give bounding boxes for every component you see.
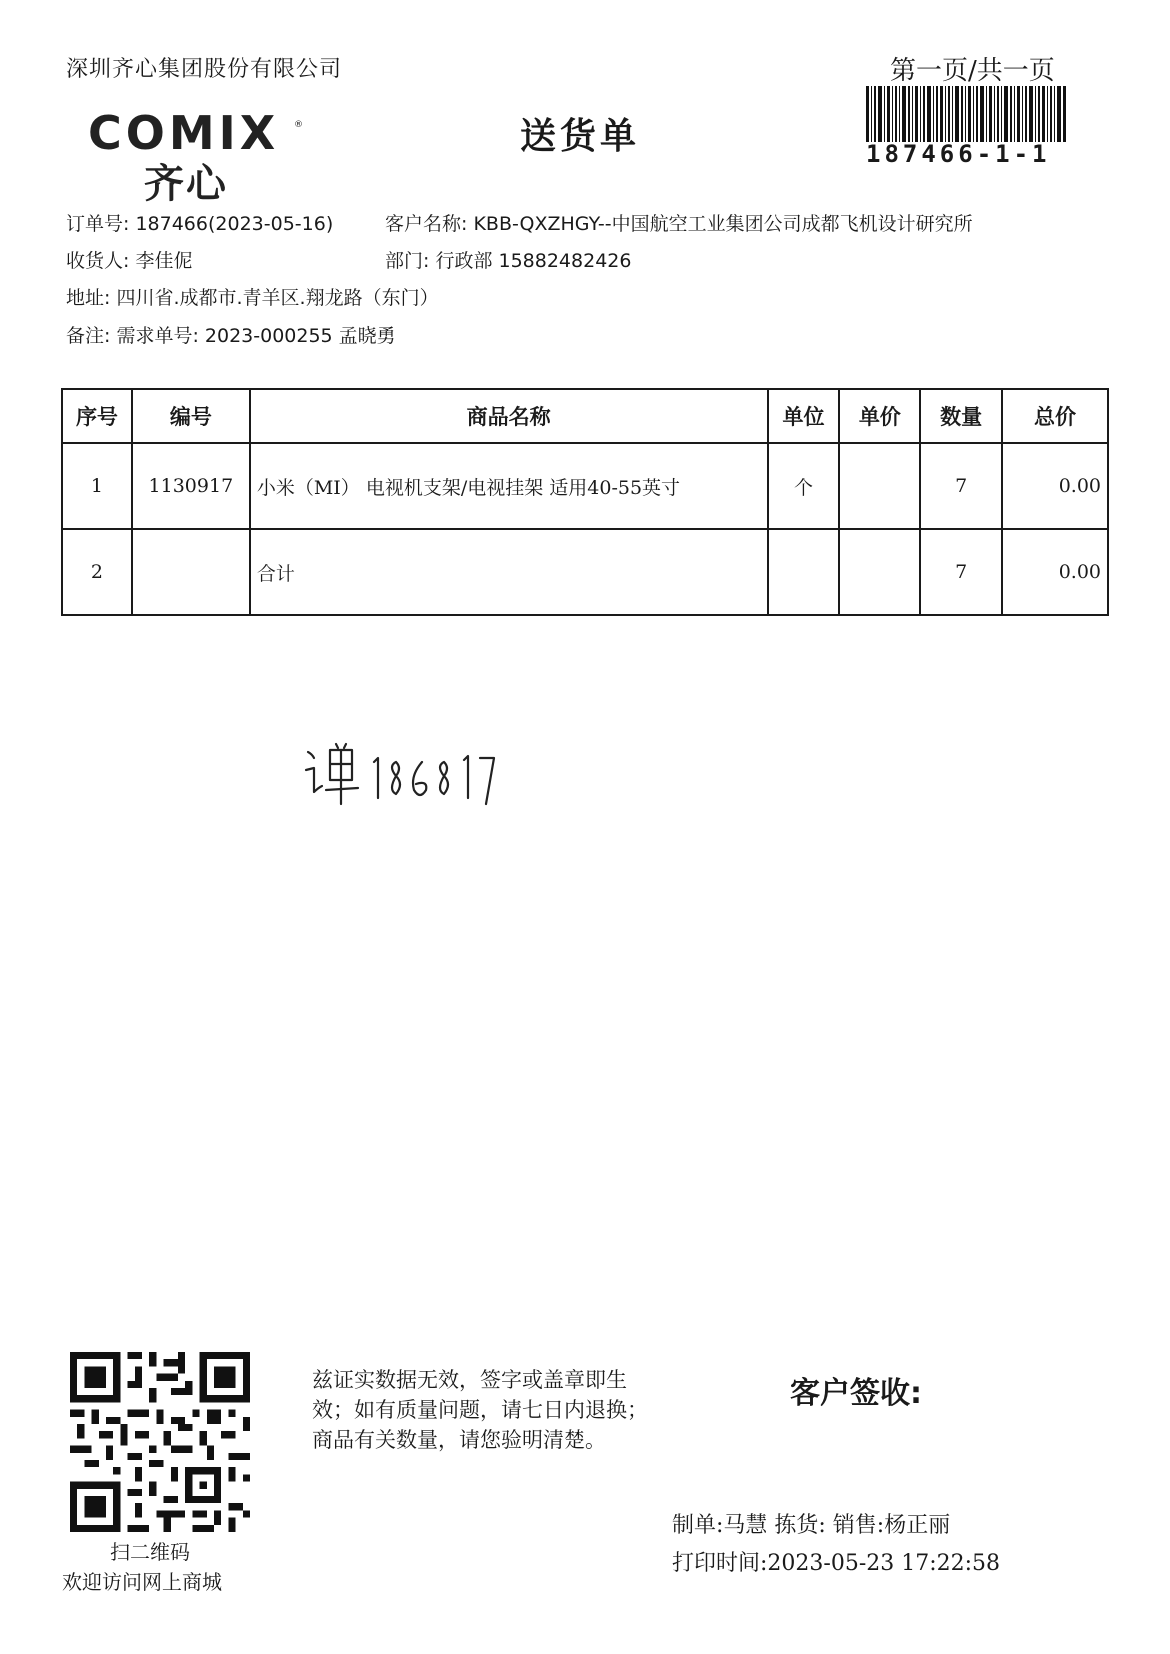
cell-product-name: 合计: [250, 529, 768, 615]
cell-total-price: 0.00: [1002, 443, 1108, 529]
qr-caption-scan: 扫二维码: [110, 1540, 190, 1564]
cell-code: [132, 529, 250, 615]
table-row-total: [62, 529, 1108, 615]
header-total-price: 总价: [1002, 389, 1108, 443]
address-label: 地址:: [66, 287, 111, 309]
department: [385, 246, 631, 273]
header-unit: 单位: [768, 389, 840, 443]
cell-quantity: 7: [920, 529, 1002, 615]
header-quantity: 数量: [920, 389, 1002, 443]
customer-name-value: KBB-QXZHGY--中国航空工业集团公司成都飞机设计研究所: [473, 213, 973, 235]
customer-name: [385, 209, 973, 236]
page-indicator: 第一页/共一页: [890, 56, 1055, 86]
table-header-row: [62, 389, 1108, 443]
department-label: 部门:: [385, 250, 430, 272]
disclaimer-line-1: 兹证实数据无效，签字或盖章即生: [312, 1368, 627, 1392]
print-time: 打印时间:2023-05-23 17:22:58: [672, 1551, 1001, 1576]
header-code: 编号: [132, 389, 250, 443]
customer-name-label: 客户名称:: [385, 213, 468, 235]
disclaimer-line-3: 商品有关数量，请您验明清楚。: [312, 1428, 606, 1452]
order-number-value: 187466(2023-05-16): [135, 213, 334, 235]
cell-seq: 1: [62, 443, 132, 529]
comix-logo: [88, 106, 318, 206]
logo-chinese: 齐心: [144, 161, 228, 207]
cell-code: 1130917: [132, 443, 250, 529]
cell-product-name: 小米（MI） 电视机支架/电视挂架 适用40-55英寸: [250, 443, 768, 529]
handwritten-note: [300, 740, 500, 810]
cell-total-price: 0.00: [1002, 529, 1108, 615]
logo-word: COMIX: [88, 106, 280, 160]
disclaimer-line-2: 效；如有质量问题，请七日内退换；: [312, 1398, 648, 1422]
customer-signature-label: 客户签收:: [790, 1376, 922, 1411]
items-table: [61, 388, 1109, 616]
address: [66, 283, 439, 310]
cell-seq: 2: [62, 529, 132, 615]
qr-code: [70, 1352, 250, 1532]
barcode-number: 187466-1-1: [866, 140, 1051, 168]
table-row: [62, 443, 1108, 529]
header-seq: 序号: [62, 389, 132, 443]
remark: [66, 321, 396, 348]
remark-value: 需求单号: 2023-000255 孟晓勇: [116, 325, 396, 347]
cell-unit-price: [839, 443, 920, 529]
header-unit-price: 单价: [839, 389, 920, 443]
logo-registered-mark: ®: [294, 120, 303, 130]
header-product-name: 商品名称: [250, 389, 768, 443]
receiver: [66, 246, 192, 273]
staff-line: 制单:马慧 拣货: 销售:杨正丽: [672, 1513, 951, 1538]
barcode: [866, 86, 1066, 142]
receiver-value: 李佳伲: [135, 250, 193, 272]
order-number: [66, 209, 333, 236]
cell-unit: 个: [768, 443, 840, 529]
cell-unit: [768, 529, 840, 615]
address-value: 四川省.成都市.青羊区.翔龙路（东门）: [116, 287, 439, 309]
cell-quantity: 7: [920, 443, 1002, 529]
cell-unit-price: [839, 529, 920, 615]
document-title: 送货单: [520, 116, 641, 157]
receiver-label: 收货人:: [66, 250, 130, 272]
remark-label: 备注:: [66, 325, 111, 347]
disclaimer: [312, 1365, 732, 1455]
qr-caption-welcome: 欢迎访问网上商城: [62, 1570, 222, 1594]
department-value: 行政部 15882482426: [435, 250, 632, 272]
order-number-label: 订单号:: [66, 213, 130, 235]
company-name: 深圳齐心集团股份有限公司: [66, 57, 343, 82]
